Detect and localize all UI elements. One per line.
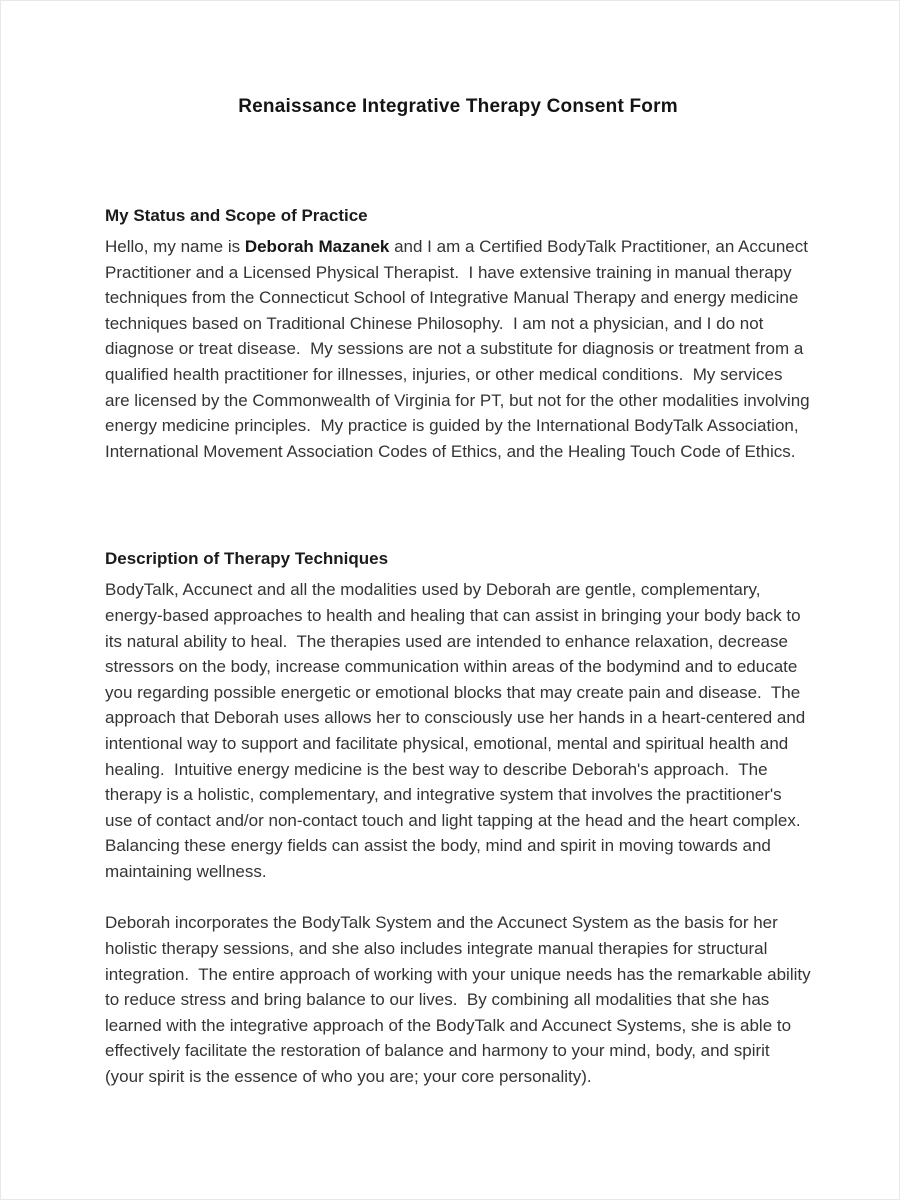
status-intro-suffix: and I am a Certified BodyTalk Practitioner, an Accunect Practitioner and a Licensed Physical Therapist. I have extensive training in manual therapy techniques from the Connecticut School of Integrative Manual Therapy and energy medicine techniques based on Traditional Chinese Philosophy. I am not a physician, and I do not diagnose or treat disease. My sessions are not a substitute for diagnosis or treatment from a qualified health practitioner for illnesses, injuries, or other medical conditions. My services are licensed by the Commonwealth of Virginia for PT, but not for the other modalities involving energy medicine principles. My practice is guided by the International BodyTalk Association, International Movement Association Codes of Ethics, and the Healing Touch Code of Ethics.	[105, 237, 815, 461]
document-title: Renaissance Integrative Therapy Consent Form	[238, 96, 678, 117]
techniques-paragraph-1: BodyTalk, Accunect and all the modalities used by Deborah are gentle, complementary, energy-based approaches to health and healing that can assist in bringing your body back to its natural ability to heal. The therapies used are intended to enhance relaxation, decrease stressors on the body, increase communication within areas of the bodymind and to educate you regarding possible energetic or emotional blocks that may create pain and disease. The approach that Deborah uses allows her to consciously use her hands in a heart-centered and intentional way to support and facilitate physical, emotional, mental and spiritual health and healing. Intuitive energy medicine is the best way to describe Deborah's approach. The therapy is a holistic, complementary, and integrative system that involves the practitioner's use of contact and/or non-contact touch and light tapping at the head and the heart complex. Balancing these energy fields can assist the body, mind and spirit in moving towards and maintaining wellness.	[105, 580, 811, 881]
section-heading-status: My Status and Scope of Practice	[105, 206, 368, 225]
status-paragraph	[105, 234, 815, 464]
section-heading-techniques: Description of Therapy Techniques	[105, 549, 389, 569]
practitioner-name: Deborah Mazanek	[244, 237, 390, 256]
techniques-paragraph-2: Deborah incorporates the BodyTalk System and the Accunect System as the basis for her holistic therapy sessions, and she also includes integrate manual therapies for structural integration. The entire approach of working with your unique needs has the remarkable ability to reduce stress and bring balance to our lives. By combining all modalities that she has learned with the integrative approach of the BodyTalk and Accunect Systems, she is able to effectively facilitate the restoration of balance and harmony to your mind, body, and spirit (your spirit is the essence of who you are; your core personality).	[105, 913, 816, 1087]
status-intro-prefix: Hello, my name is	[105, 237, 245, 256]
